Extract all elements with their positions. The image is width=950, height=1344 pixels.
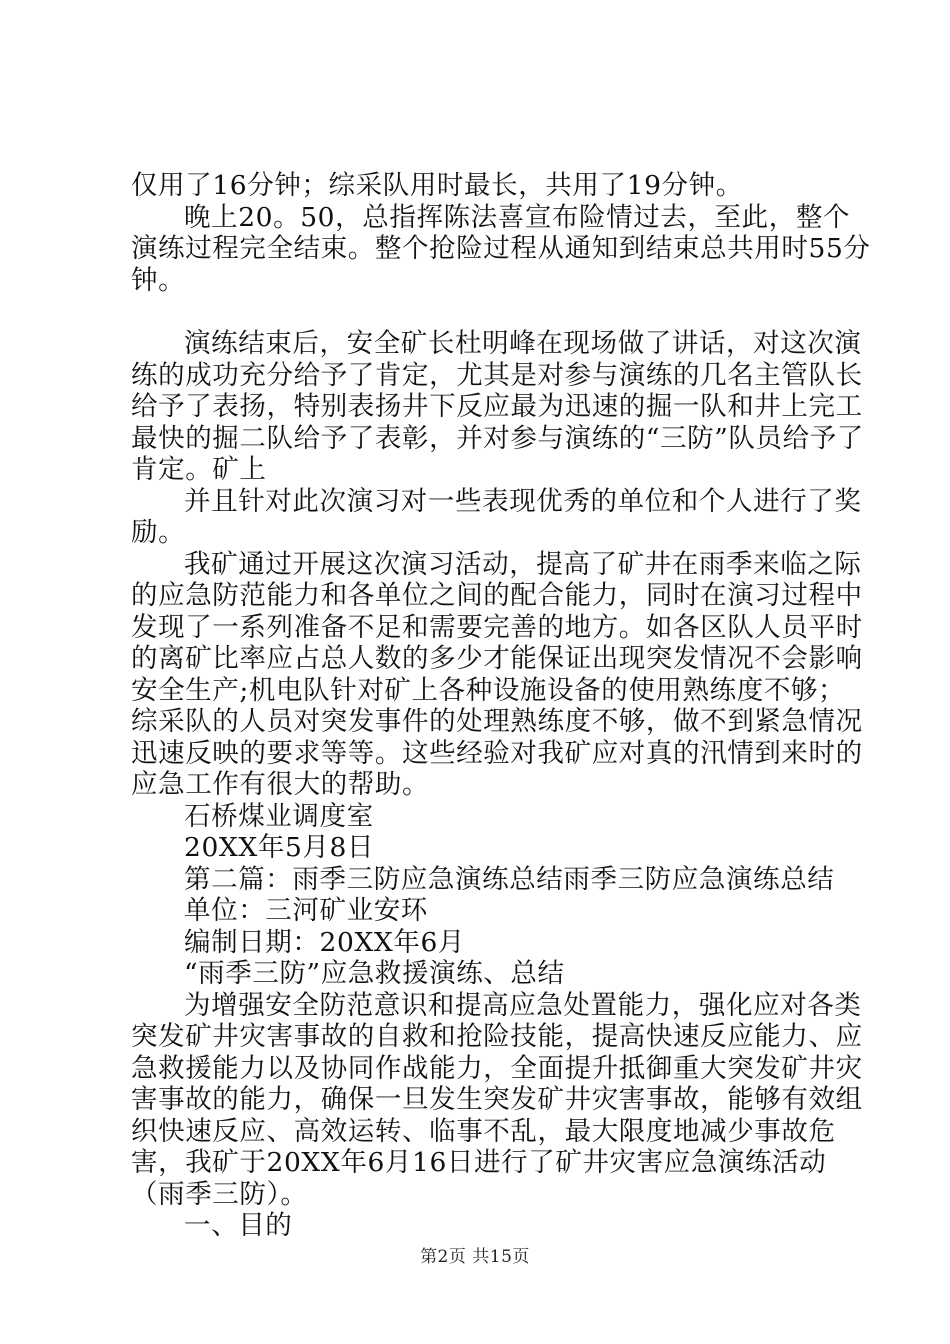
signature-office: 石桥煤业调度室 — [184, 800, 374, 832]
heading-purpose: 一、目的 — [184, 1210, 293, 1241]
unit-line: 单位：三河矿业安环 — [184, 895, 428, 926]
section-title: 第二篇：雨季三防应急演练总结雨季三防应急演练总结 — [184, 863, 835, 895]
compile-date-line: 编制日期：20XX年6月 — [184, 926, 466, 958]
paragraph: 并且针对此次演习对一些表现优秀的单位和个人进行了奖励。 — [131, 485, 862, 548]
paragraph: 我矿通过开展这次演习活动，提高了矿井在雨季来临之际的应急防范能力和各单位之间的配合能力，同时在演习过程中发现了一系列准备不足和需要完善的地方。如各区队人员平时的离矿比率应占总人数的多少才能保证出现突发情况不会影响安全生产;机电队针对矿上各种设施设备的使用熟练度不够；综采队的人员对突发事件的处理熟练度不够，做不到紧急情况迅速反映的要求等等。这些经验对我矿应对真的汛情到来时的应急工作有很大的帮助。 — [131, 548, 863, 800]
page-footer — [0, 1242, 950, 1267]
subtitle: “雨季三防”应急救援演练、总结 — [184, 958, 565, 989]
document-body — [131, 170, 871, 1242]
signature-date: 20XX年5月8日 — [184, 832, 375, 863]
paragraph: 演练结束后，安全矿长杜明峰在现场做了讲话，对这次演练的成功充分给予了肯定，尤其是对参与演练的几名主管队长给予了表扬，特别表扬井下反应最为迅速的掘一队和井上完工最快的掘二队给予了表彰，并对参与演练的“三防”队员给予了肯定。矿上 — [131, 328, 864, 485]
paragraph: 仅用了16分钟；综采队用时最长，共用了19分钟。 — [131, 170, 743, 201]
paragraph: 晚上20。50，总指挥陈法喜宣布险情过去，至此，整个演练过程完全结束。整个抢险过程从通知到结束总共用时55分钟。 — [131, 201, 871, 296]
page-number: 第2页 共15页 — [420, 1247, 530, 1267]
paragraph-spacer — [131, 296, 871, 328]
paragraph: 为增强安全防范意识和提高应急处置能力，强化应对各类突发矿井灾害事故的自救和抢险技能，提高快速反应能力、应急救援能力以及协同作战能力，全面提升抵御重大突发矿井灾害事故的能力，确保一旦发生突发矿井灾害事故，能够有效组织快速反应、高效运转、临事不乱，最大限度地减少事故危害，我矿于20XX年6月16日进行了矿井灾害应急演练活动（雨季三防）。 — [131, 989, 863, 1210]
